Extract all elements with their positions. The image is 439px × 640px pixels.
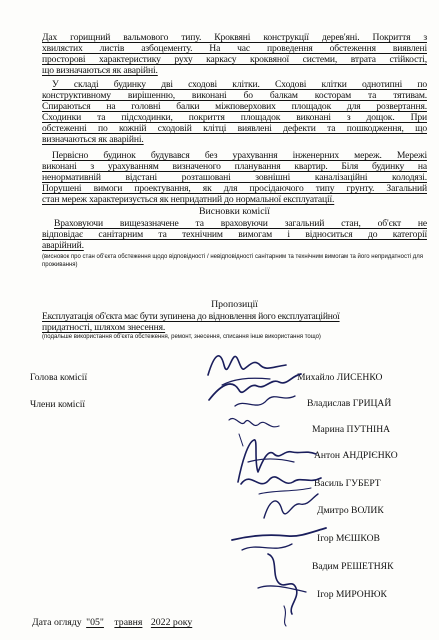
text-line: просторові характеристику руху каркасу кроквяної системи, втрата стійкості, xyxy=(42,54,427,65)
proposals-text xyxy=(42,311,427,333)
member-name: Дмитро ВОЛИК xyxy=(317,505,384,516)
text-line: придатності, шляхом знесення. xyxy=(42,322,166,333)
member-name: Марина ПУТНІНА xyxy=(312,424,391,435)
member-name: Ігор МЄШКОВ xyxy=(317,533,380,544)
text-line: Первісно будинок будувався без урахування інженерних мереж. Мережі xyxy=(52,150,427,161)
signature-member-7 xyxy=(248,548,318,628)
paragraph-networks xyxy=(42,150,427,205)
text-line: конструктивному вирішенню, виконані бо балкам косторам та тятивам. xyxy=(42,90,427,101)
conclusions-text xyxy=(42,218,427,251)
member-name: Антон АНДРІЄНКО xyxy=(314,450,398,461)
paragraph-stairs xyxy=(42,79,427,145)
date-day: "05" xyxy=(86,617,104,628)
member-name: Ігор МИРОНЮК xyxy=(317,589,387,600)
text-line: У складі будинку дві сходові клітки. Сходові клітки однотипні по xyxy=(52,79,427,90)
text-line: аварійний. xyxy=(42,240,84,251)
inspection-date xyxy=(32,617,192,628)
text-line: Сходинки та підсходинки, покриття площадок виконані з дощок. При xyxy=(42,112,427,123)
text-line: стан мереж характеризується як непридатний до нормальної експлуатації. xyxy=(42,194,335,205)
text-line: відповідає санітарним та технічним вимогам і відноситься до категорії xyxy=(42,229,427,240)
conclusions-note: (висновок про стан об'єкта обстеження щодо відповідності / невідповідності санітарним та технічним вимогам та його непридатності для проживання) xyxy=(42,254,423,268)
date-year: 2022 року xyxy=(150,617,193,628)
chair-label: Голова комісії xyxy=(30,372,88,383)
text-line: визначаються як аварійні. xyxy=(42,134,144,145)
text-line: Враховуючи вищезазначене та враховуючи загальний стан, об'єкт не xyxy=(54,218,427,229)
conclusions-heading: Висновки комісії xyxy=(198,206,271,217)
member-name: Владислав ГРИЦАЙ xyxy=(307,398,392,409)
text-line: хвилястих листів азбоцементу. На час проведення обстеження виявлені xyxy=(42,43,427,54)
text-line: Дах горищний вальмового типу. Кроквяні конструкції дерев'яні. Покриття з xyxy=(42,32,427,43)
text-line: ненормативній відстані розташовані зовнішні каналізаційні колодязі. xyxy=(42,172,427,183)
text-line: виконані з урахуванням визначеного планування квартир. Біля будинку на xyxy=(42,161,427,172)
text-line: Порушені вимоги проектування, як для просідаючого типу грунту. Загальний xyxy=(42,183,427,194)
date-month: травня xyxy=(114,617,143,628)
proposals-heading: Пропозиції xyxy=(211,299,258,310)
proposals-note: (подальше використання об'єкта обстеження, ремонт, знесення, списання інше використання тощо) xyxy=(42,334,321,340)
text-line: що визначаються як аварійні. xyxy=(42,65,158,76)
text-line: обстеженні по кожній сходовій клітці виявлені дефекти та пошкодження, що xyxy=(42,123,427,134)
text-line: Спираються на головні балки міжповерхових площадок для розвертання. xyxy=(42,101,427,112)
chair-name: Михайло ЛИСЕНКО xyxy=(297,372,383,383)
members-label: Члени комісії xyxy=(30,399,86,410)
text-line: Експлуатація об'єкта має бути зупинена до відновлення його експлуатаційної xyxy=(42,311,340,322)
paragraph-roof xyxy=(42,32,427,76)
member-name: Вадим РЕШЕТНЯК xyxy=(312,561,394,572)
date-label: Дата огляду xyxy=(32,617,82,628)
member-name: Василь ГУБЕРТ xyxy=(314,478,381,489)
